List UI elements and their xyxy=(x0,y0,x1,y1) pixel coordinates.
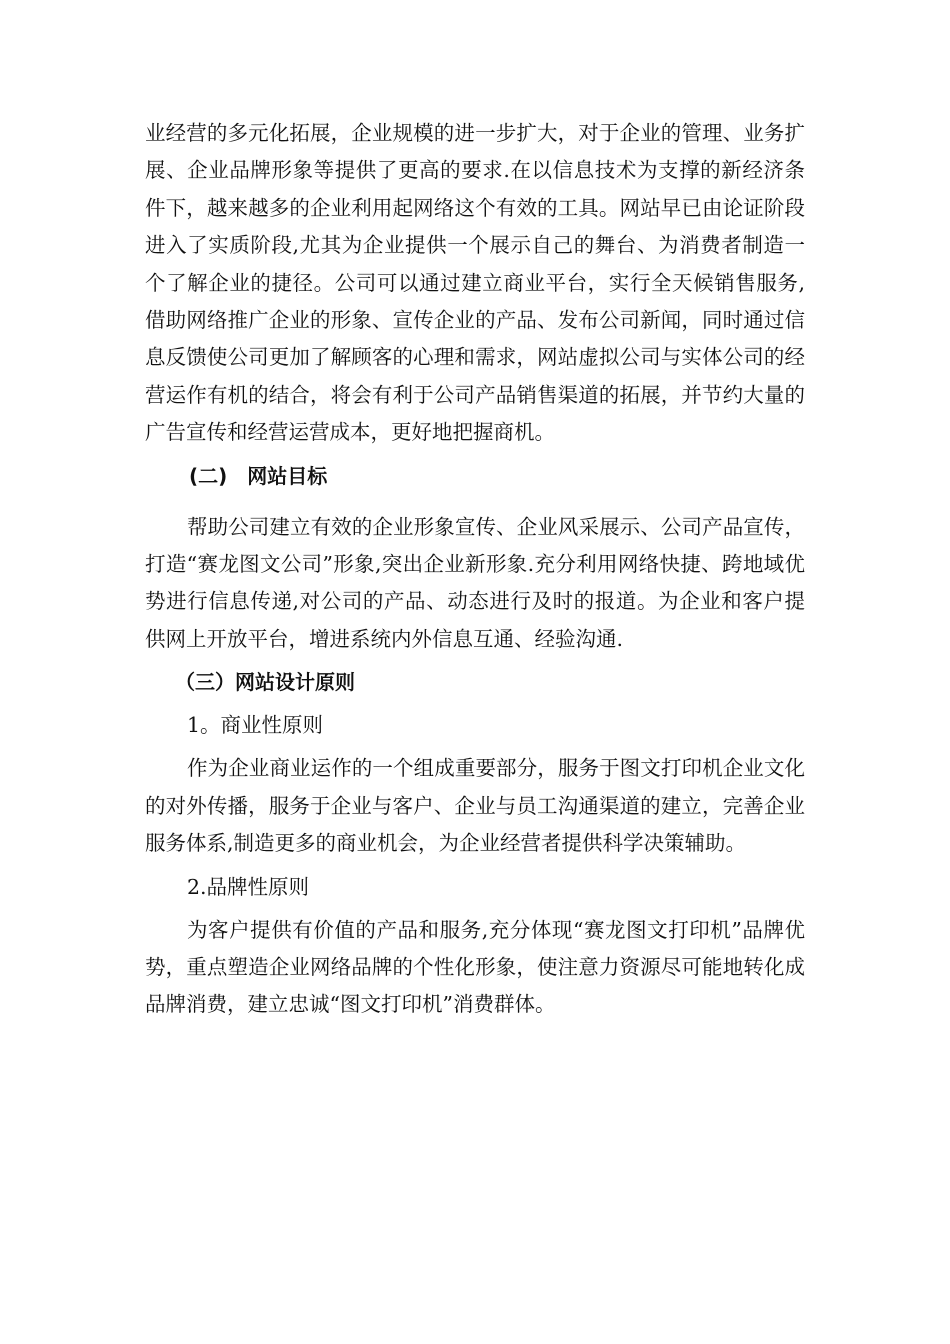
section-heading-website-goals: (二) 网站目标 xyxy=(189,463,328,488)
commercial-principle-paragraph: 作为企业商业运作的一个组成重要部分，服务于图文打印机企业文化的对外传播，服务于企业与客户、企业与员工沟通渠道的建立，完善企业服务体系,制造更多的商业机会，为企业经营者提供科学决策辅助。 xyxy=(145,756,805,856)
document-body xyxy=(145,115,805,1024)
subheading-commercial-principle: 1。商业性原则 xyxy=(187,713,324,738)
goals-paragraph: 帮助公司建立有效的企业形象宣传、企业风采展示、公司产品宣传，打造“赛龙图文公司”形象,突出企业新形象.充分利用网络快捷、跨地域优势进行信息传递,对公司的产品、动态进行及时的报道。为企业和客户提供网上开放平台，增进系统内外信息互通、经验沟通. xyxy=(145,514,805,651)
subheading-brand-principle: 2.品牌性原则 xyxy=(187,874,310,899)
section-heading-design-principles: （三）网站设计原则 xyxy=(175,670,355,695)
intro-paragraph: 业经营的多元化拓展，企业规模的进一步扩大，对于企业的管理、业务扩展、企业品牌形象等提供了更高的要求.在以信息技术为支撑的新经济条件下，越来越多的企业利用起网络这个有效的工具。网站早已由论证阶段进入了实质阶段,尤其为企业提供一个展示自己的舞台、为消费者制造一个了解企业的捷径。公司可以通过建立商业平台，实行全天候销售服务,借助网络推广企业的形象、宣传企业的产品、发布公司新闻，同时通过信息反馈使公司更加了解顾客的心理和需求，网站虚拟公司与实体公司的经营运作有机的结合，将会有利于公司产品销售渠道的拓展，并节约大量的广告宣传和经营运营成本，更好地把握商机。 xyxy=(145,121,805,445)
brand-principle-paragraph: 为客户提供有价值的产品和服务,充分体现“赛龙图文打印机”品牌优势，重点塑造企业网络品牌的个性化形象，使注意力资源尽可能地转化成品牌消费，建立忠诚“图文打印机”消费群体。 xyxy=(145,917,805,1017)
